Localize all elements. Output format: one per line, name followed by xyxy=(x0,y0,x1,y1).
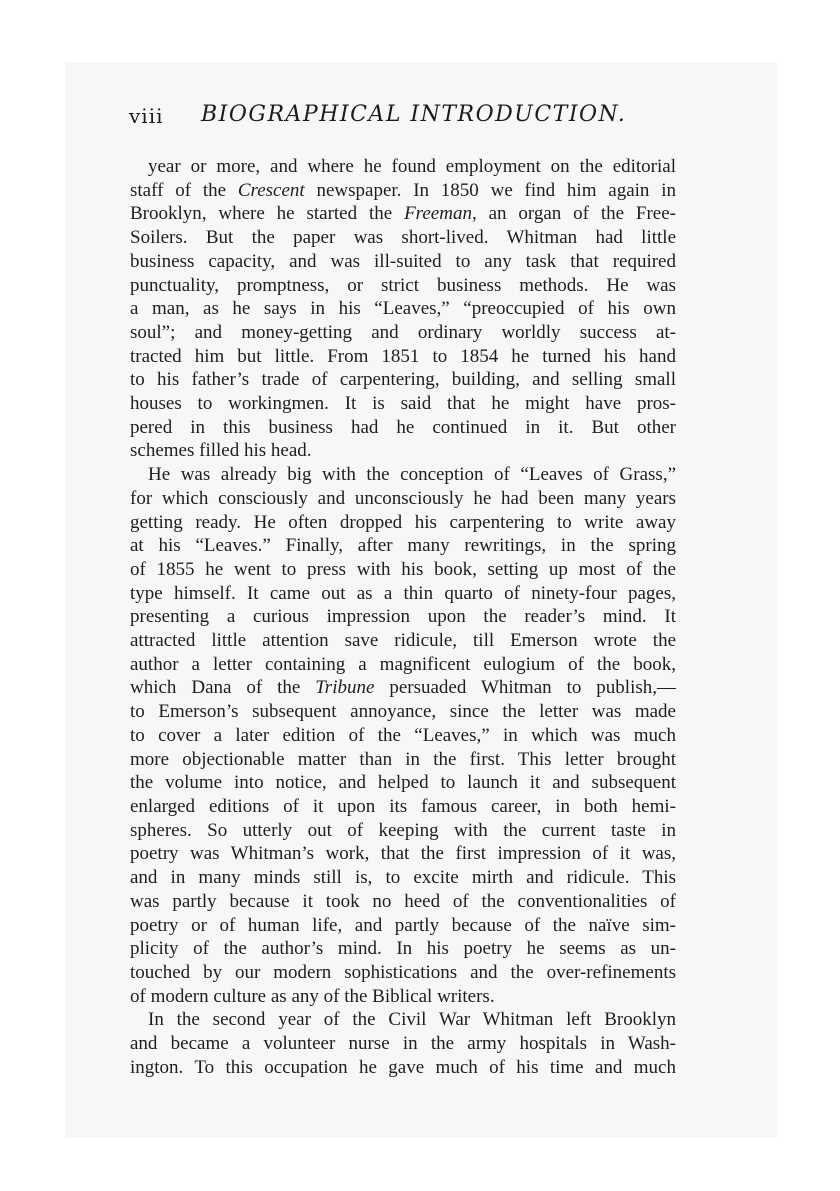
text-line xyxy=(130,487,676,511)
text-segment: punctuality, promptness, or strict business methods. He was xyxy=(130,274,676,296)
text-segment: attracted little attention save ridicule, till Emerson wrote the xyxy=(130,630,676,652)
text-segment: Brooklyn, where he started the xyxy=(130,203,405,225)
text-line xyxy=(130,416,676,440)
text-line xyxy=(130,914,676,938)
text-line xyxy=(130,842,676,866)
text-line xyxy=(130,297,676,321)
text-line xyxy=(130,202,676,226)
text-line xyxy=(130,1008,676,1032)
text-line xyxy=(130,274,676,298)
italic-title: Tribune xyxy=(315,677,375,699)
text-line xyxy=(130,653,676,677)
text-segment: touched by our modern sophistications and the over-refinements xyxy=(130,961,676,983)
text-segment: to his father’s trade of carpentering, building, and selling small xyxy=(130,369,676,391)
text-segment: soul”; and money-getting and ordinary worldly success at- xyxy=(130,321,676,343)
text-segment: and became a volunteer nurse in the army hospitals in Wash- xyxy=(130,1033,676,1055)
text-segment: type himself. It came out as a thin quarto of ninety-four pages, xyxy=(130,582,676,604)
text-line xyxy=(130,392,676,416)
text-segment: presenting a curious impression upon the reader’s mind. It xyxy=(130,606,676,628)
text-segment: poetry was Whitman’s work, that the first impression of it was, xyxy=(130,843,676,865)
text-line xyxy=(130,463,676,487)
text-segment: In the second year of the Civil War Whitman left Brooklyn xyxy=(148,1009,676,1031)
text-line xyxy=(130,629,676,653)
text-line xyxy=(130,819,676,843)
text-segment: for which consciously and unconsciously he had been many years xyxy=(130,487,676,509)
paragraph xyxy=(130,463,676,1008)
text-line xyxy=(130,676,676,700)
text-segment: of modern culture as any of the Biblical writers. xyxy=(130,985,495,1007)
text-segment: enlarged editions of it upon its famous career, in both hemi- xyxy=(130,795,676,817)
text-segment: poetry or of human life, and partly because of the naïve sim- xyxy=(130,914,676,936)
text-line xyxy=(130,1032,676,1056)
text-line xyxy=(130,961,676,985)
text-segment: which Dana of the xyxy=(130,677,316,699)
text-line xyxy=(130,724,676,748)
italic-title: Crescent xyxy=(237,179,305,201)
paragraph xyxy=(130,155,676,463)
text-segment: Soilers. But the paper was short-lived. Whitman had little xyxy=(130,227,676,249)
text-segment: He was already big with the conception of “Leaves of Grass,” xyxy=(148,464,676,486)
text-segment: persuaded Whitman to publish,— xyxy=(374,677,676,699)
text-segment: houses to workingmen. It is said that he might have pros- xyxy=(130,393,676,415)
text-segment: schemes filled his head. xyxy=(130,440,312,462)
text-segment: business capacity, and was ill-suited to any task that required xyxy=(130,250,676,272)
text-segment: year or more, and where he found employment on the editorial xyxy=(148,156,676,177)
text-segment: getting ready. He often dropped his carpentering to write away xyxy=(130,511,676,533)
text-segment: the volume into notice, and helped to launch it and subsequent xyxy=(130,772,676,794)
text-segment: and in many minds still is, to excite mirth and ridicule. This xyxy=(130,867,676,889)
text-segment: to Emerson’s subsequent annoyance, since the letter was made xyxy=(130,701,676,723)
text-segment: plicity of the author’s mind. In his poetry he seems as un- xyxy=(130,938,676,960)
text-segment: pered in this business had he continued in it. But other xyxy=(130,416,676,438)
text-line xyxy=(130,534,676,558)
text-segment: newspaper. In 1850 we find him again in xyxy=(304,179,676,201)
text-line xyxy=(130,368,676,392)
text-segment: more objectionable matter than in the first. This letter brought xyxy=(130,748,676,770)
text-segment: ington. To this occupation he gave much of his time and much xyxy=(130,1056,676,1078)
text-line xyxy=(130,795,676,819)
text-line xyxy=(130,439,676,463)
text-segment: was partly because it took no heed of the conventionalities of xyxy=(130,890,676,912)
text-line xyxy=(130,226,676,250)
italic-title: Freeman xyxy=(404,203,472,225)
text-line xyxy=(130,890,676,914)
running-title: BIOGRAPHICAL INTRODUCTION. xyxy=(201,102,627,127)
text-line xyxy=(130,771,676,795)
text-line xyxy=(130,866,676,890)
text-segment: author a letter containing a magnificent eulogium of the book, xyxy=(130,653,676,675)
text-line xyxy=(130,582,676,606)
text-line xyxy=(130,511,676,535)
text-segment: at his “Leaves.” Finally, after many rewritings, in the spring xyxy=(130,535,676,557)
text-line xyxy=(130,748,676,772)
text-line xyxy=(130,345,676,369)
text-segment: spheres. So utterly out of keeping with the current taste in xyxy=(130,819,676,841)
body-text xyxy=(130,155,676,1079)
text-line xyxy=(130,321,676,345)
text-segment: tracted him but little. From 1851 to 1854 he turned his hand xyxy=(130,345,676,367)
text-line xyxy=(130,700,676,724)
text-segment: , an organ of the Free- xyxy=(471,203,677,225)
text-line xyxy=(130,937,676,961)
text-line xyxy=(130,605,676,629)
text-line xyxy=(130,1056,676,1080)
text-segment: of 1855 he went to press with his book, setting up most of the xyxy=(130,558,676,580)
text-line xyxy=(130,155,676,179)
text-line xyxy=(130,558,676,582)
text-line xyxy=(130,985,676,1009)
running-head xyxy=(129,104,689,134)
paragraph xyxy=(130,1008,676,1079)
text-segment: staff of the xyxy=(130,179,238,201)
text-segment: to cover a later edition of the “Leaves,” in which was much xyxy=(130,724,676,746)
page-number: viii xyxy=(129,104,164,128)
text-segment: a man, as he says in his “Leaves,” “preoccupied of his own xyxy=(130,298,676,320)
text-line xyxy=(130,179,676,203)
text-line xyxy=(130,250,676,274)
